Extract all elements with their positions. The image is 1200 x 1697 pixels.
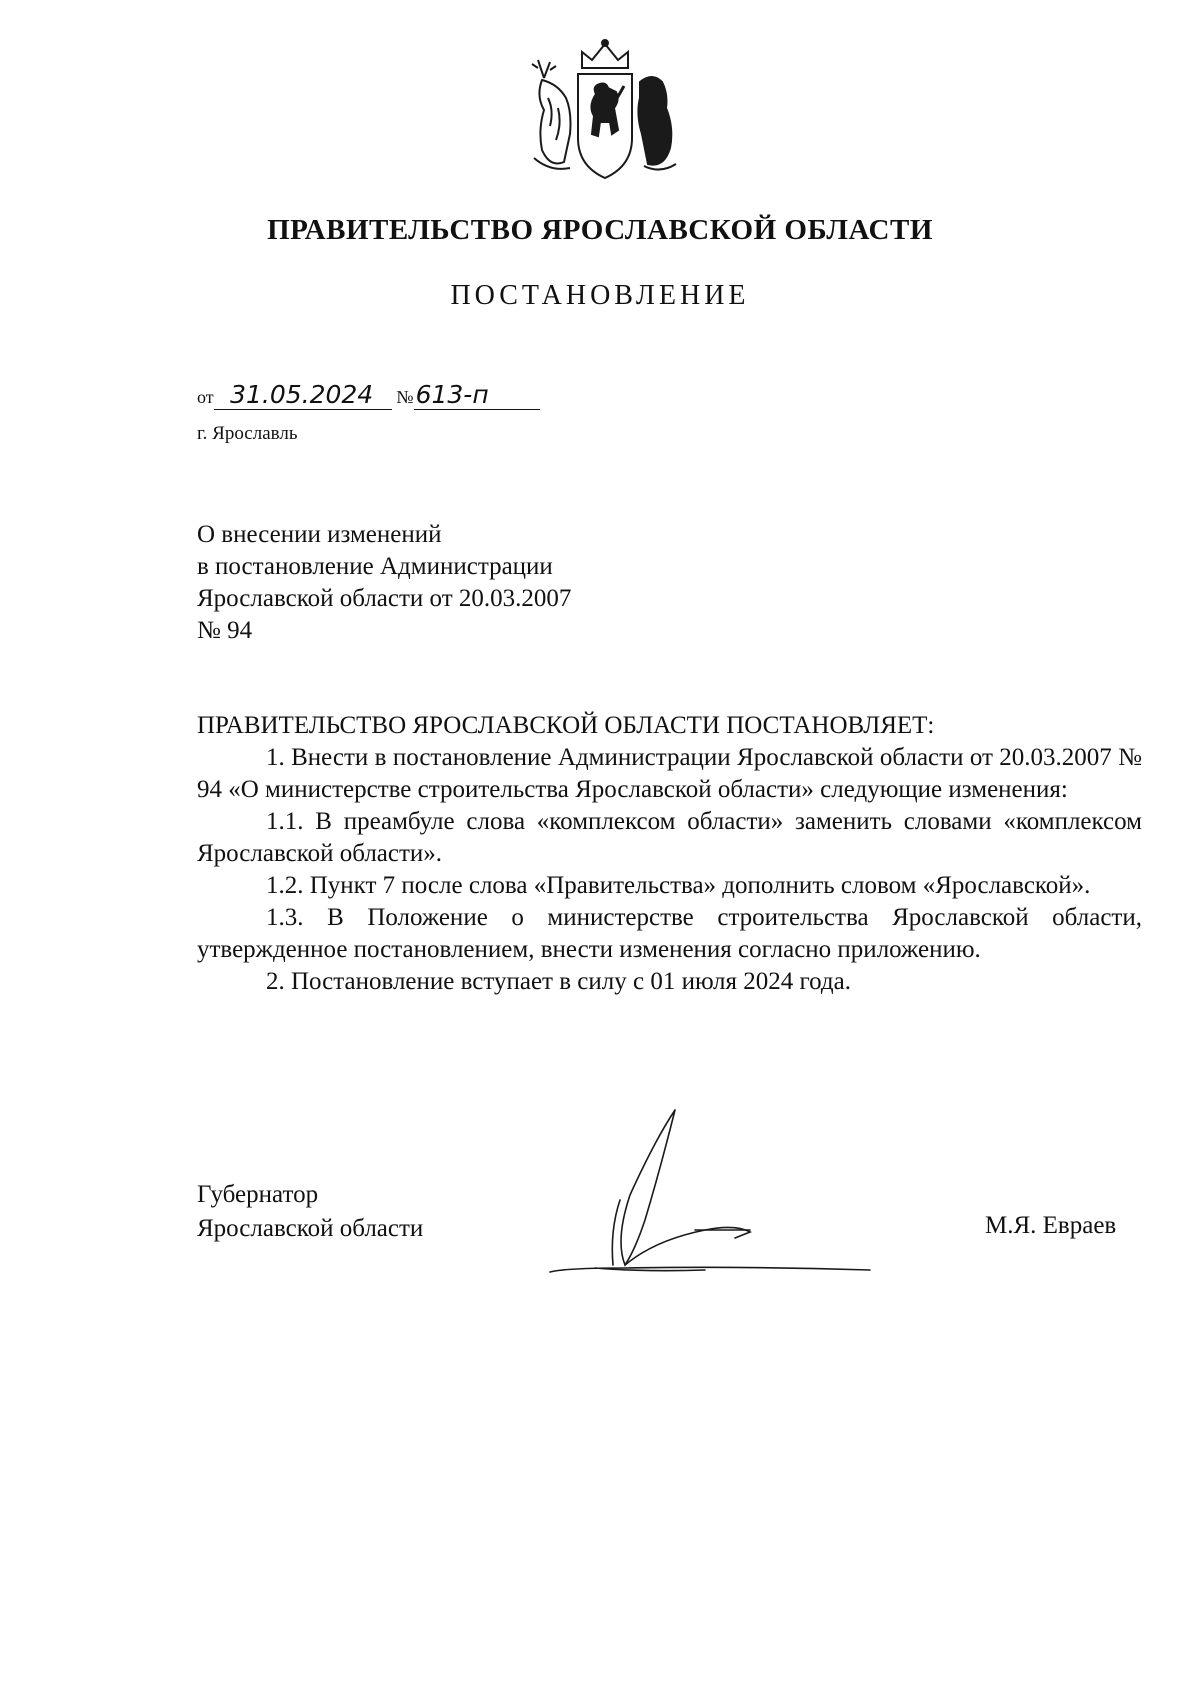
position-line: Ярославской области — [197, 1215, 424, 1242]
position-line: Губернатор — [197, 1181, 319, 1208]
subject-line: О внесении изменений — [197, 521, 442, 548]
handwritten-number: 613-п — [414, 380, 540, 410]
date-prefix: от — [197, 387, 214, 407]
paragraph-1-2: 1.2. Пункт 7 после слова «Правительства» дополнить словом «Ярославской». — [266, 872, 1091, 899]
city-line: г. Ярославль — [197, 423, 298, 444]
document-body — [197, 710, 1142, 998]
subject-line: Ярославской области от 20.03.2007 — [197, 585, 572, 612]
signatory-name: М.Я. Евраев — [985, 1212, 1117, 1239]
organization-title: ПРАВИТЕЛЬСТВО ЯРОСЛАВСКОЙ ОБЛАСТИ — [267, 214, 933, 246]
paragraph-2: 2. Постановление вступает в силу с 01 июля 2024 года. — [266, 968, 851, 995]
preamble: ПРАВИТЕЛЬСТВО ЯРОСЛАВСКОЙ ОБЛАСТИ ПОСТАНОВЛЯЕТ: — [197, 712, 935, 739]
signatory-position — [197, 1178, 423, 1246]
paragraph-1-1: 1.1. В преамбуле слова «комплексом области» заменить словами «комплексом Ярославской области». — [197, 808, 1142, 867]
paragraph-1-3: 1.3. В Положение о министерстве строительства Ярославской области, утвержденное постановлением, внести изменения согласно приложению. — [197, 904, 1142, 963]
coat-of-arms-icon — [520, 38, 690, 188]
subject-line: № 94 — [197, 617, 253, 644]
subject-line: в постановление Администрации — [197, 553, 553, 580]
handwritten-date: 31.05.2024 — [214, 380, 392, 410]
number-prefix: № — [396, 387, 414, 407]
date-number-line — [197, 380, 540, 410]
handwritten-signature-icon — [545, 1100, 945, 1280]
subject-block — [197, 519, 571, 647]
paragraph-1: 1. Внести в постановление Администрации Ярославской области от 20.03.2007 № 94 «О министерстве строительства Ярославской области» следующие изменения: — [197, 744, 1142, 803]
document-type-title: ПОСТАНОВЛЕНИЕ — [450, 280, 750, 311]
